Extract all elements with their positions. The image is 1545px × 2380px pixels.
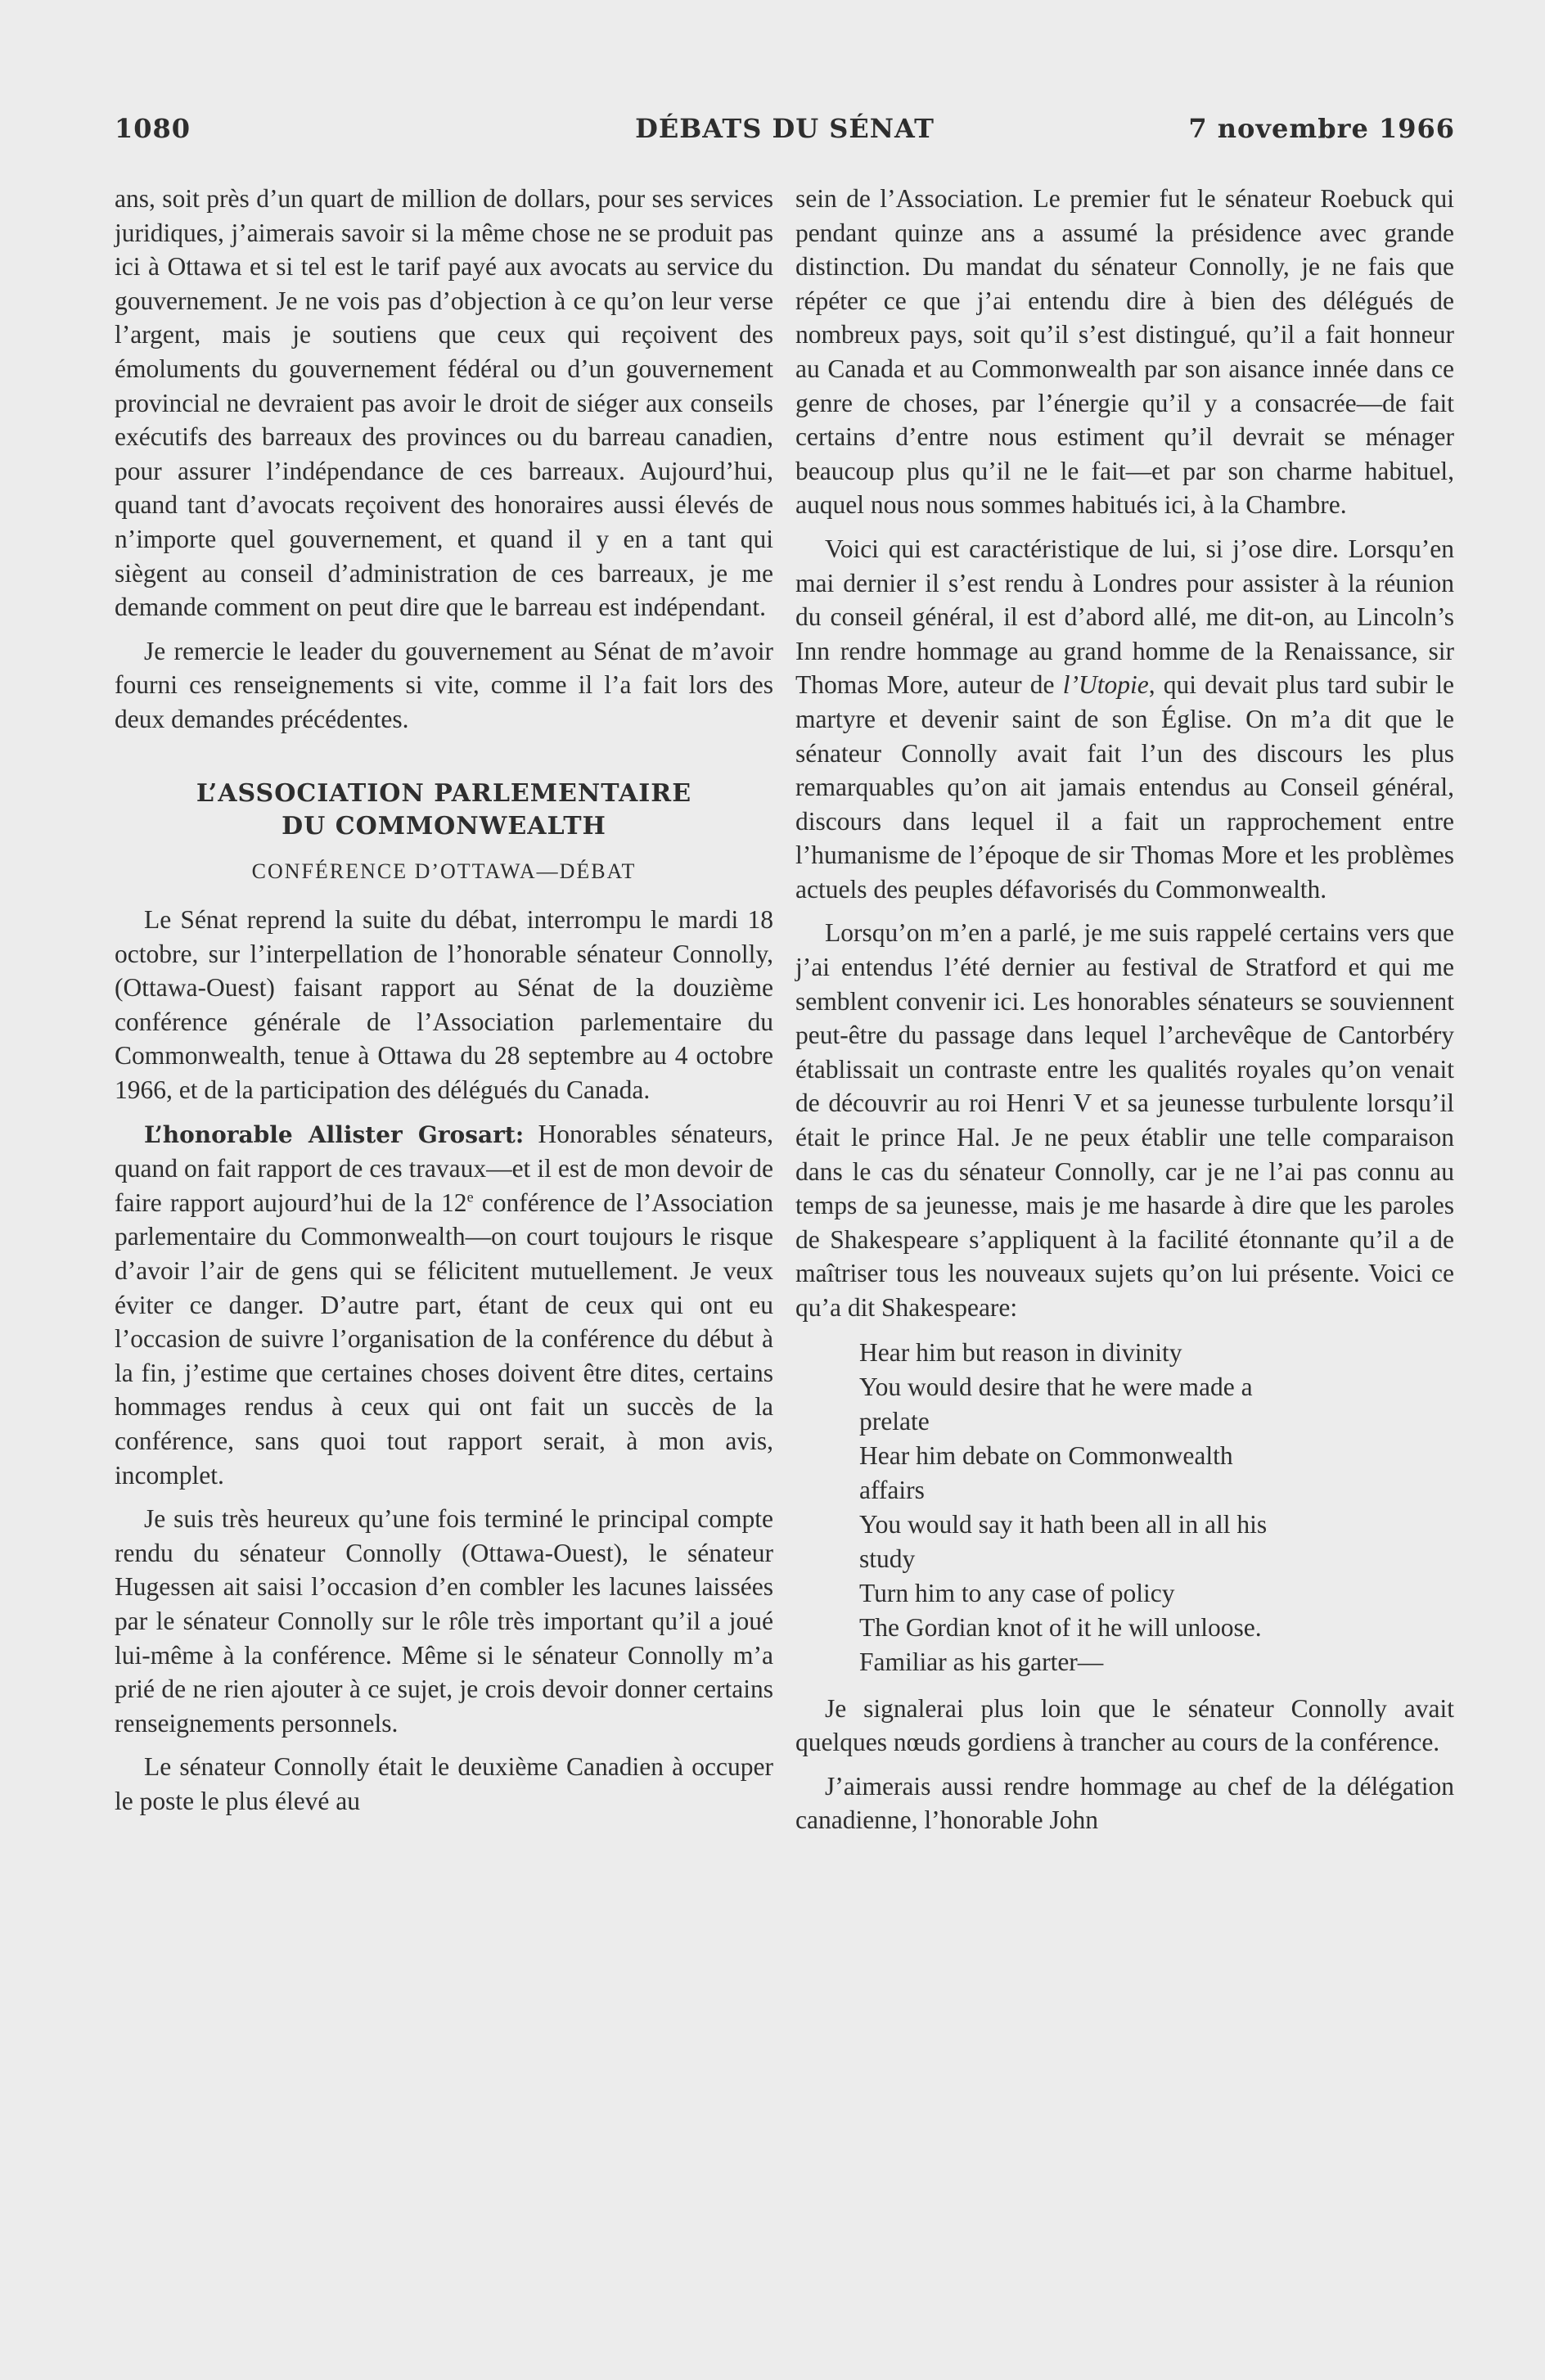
paragraph: Je suis très heureux qu’une fois terminé le principal compte rendu du sénateur Connolly (Ottawa-Ouest), le sénateur Hugessen ait saisi l’occasion d’en combler les lacunes laissées par le sénateur Connolly sur le rôle très important qu’il a joué lui-même à la conférence. Même si le sénateur Connolly m’a prié de ne rien ajouter à ce sujet, je crois devoir donner certains renseignements personnels. — [115, 1504, 773, 1738]
paragraph: Lorsqu’on m’en a parlé, je me suis rappelé certains vers que j’ai entendus l’été dernier au festival de Stratford et qui me semblent convenir ici. Les honorables sénateurs se souviennent peut-être du passage dans lequel l’archevêque de Cantorbéry établissait un contraste entre les qualités royales qu’on venait de découvrir au roi Henri V et sa jeunesse turbulente lorsqu’il était le prince Hal. Je ne peux établir une telle comparaison dans le cas du sénateur Connolly, car je ne l’ai pas connu au temps de sa jeunesse, mais je me hasarde à dire que les paroles de Shakespeare s’appliquent à la facilité étonnante qu’il a de maîtriser tous les nouveaux sujets qu’on lui présente. Voici ce qu’a dit Shakespeare: — [795, 918, 1454, 1322]
paragraph-text: , qui devait plus tard subir le martyre et devenir saint de son Église. On m’a dit que le sénateur Connolly avait fait l’un des discours les plus remarquables qu’on ait jamais entendus au Conseil général, discours dans lequel il a fait un rapprochement entre l’humanisme de l’époque de sir Thomas More et les problèmes actuels des peuples défavorisés du Commonwealth. — [795, 670, 1454, 904]
speech-paragraph — [115, 1117, 773, 1493]
paragraph: J’aimerais aussi rendre hommage au chef de la délégation canadienne, l’honorable John — [795, 1771, 1454, 1835]
verse-line: study — [859, 1544, 916, 1573]
section-heading-line: L’ASSOCIATION PARLEMENTAIRE — [196, 778, 692, 808]
paragraph: ans, soit près d’un quart de million de dollars, pour ses services juridiques, j’aimerais savoir si la même chose ne se produit pas ici à Ottawa et si tel est le tarif payé aux avocats au service du gouvernement. Je ne vois pas d’objection à ce qu’on leur verse l’argent, mais je soutiens que ceux qui reçoivent des émoluments du gouvernement fédéral ou d’un gouvernement provincial ne devraient pas avoir le droit de siéger aux conseils exécutifs des barreaux des provinces ou du barreau canadien, pour assurer l’indépendance de ces barreaux. Aujourd’hui, quand tant d’avocats reçoivent des honoraires aussi élevés de n’importe quel gouvernement, et quand il y en a tant qui siègent au conseil d’administration de ces barreaux, je me demande comment on peut dire que le barreau est indépendant. — [115, 184, 773, 622]
page-date: 7 novembre 1966 — [1188, 113, 1455, 144]
right-column — [795, 182, 1454, 1847]
ordinal-superscript: e — [466, 1188, 474, 1206]
speaker-name: L’honorable Allister Grosart: — [144, 1120, 525, 1148]
section-heading — [115, 778, 773, 843]
verse-line: Turn him to any case of policy — [859, 1578, 1175, 1607]
speech-text: Honorables sénateurs, quand on fait rapport de ces travaux—et il est de mon devoir de faire rapport aujourd’hui de la 12 — [115, 1119, 773, 1217]
book-title: l’Utopie — [1062, 670, 1149, 700]
verse-line: You would desire that he were made a — [859, 1372, 1253, 1401]
section-heading-line: DU COMMONWEALTH — [282, 811, 606, 841]
verse-line: Familiar as his garter— — [859, 1647, 1104, 1676]
verse-line: Hear him debate on Commonwealth — [859, 1440, 1233, 1470]
paragraph: Le Sénat reprend la suite du débat, interrompu le mardi 18 octobre, sur l’interpellation de l’honorable sénateur Connolly, (Ottawa-Ouest) faisant rapport au Sénat de la douzième conférence générale de l’Association parlementaire du Commonwealth, tenue à Ottawa du 28 septembre au 4 octobre 1966, et de la participation des délégués du Canada. — [115, 905, 773, 1105]
paragraph: sein de l’Association. Le premier fut le sénateur Roebuck qui pendant quinze ans a assumé la présidence avec grande distinction. Du mandat du sénateur Connolly, je ne fais que répéter ce que j’ai entendu dire à bien des délégués de nombreux pays, soit qu’il s’est distingué, qu’il a fait honneur au Canada et au Commonwealth par son aisance innée dans ce genre de choses, par l’énergie qu’il y a consacrée—de fait certains d’entre nous estiment qu’il devrait se ménager beaucoup plus qu’il ne le fait—et par son charme habituel, auquel nous nous sommes habitués ici, à la Chambre. — [795, 184, 1454, 520]
paragraph: Le sénateur Connolly était le deuxième Canadien à occuper le poste le plus élevé au — [115, 1752, 773, 1815]
verse-line: prelate — [859, 1406, 930, 1436]
quoted-verse — [859, 1336, 1454, 1679]
left-column — [115, 182, 773, 1828]
paragraph — [795, 532, 1454, 907]
speech-text: conférence de l’Association parlementaire du Commonwealth—on court toujours le risque d’avoir l’air de gens qui se félicitent mutuellement. Je veux éviter ce danger. D’autre part, étant de ceux qui ont eu l’occasion de suivre l’organisation de la conférence du début à la fin, j’estime que certaines choses doivent être dites, certains hommages rendus à ceux qui ont fait un succès de la conférence, sans quoi tout rapport serait, à mon avis, incomplet. — [115, 1188, 773, 1490]
verse-line: affairs — [859, 1475, 925, 1504]
paragraph: Je signalerai plus loin que le sénateur Connolly avait quelques nœuds gordiens à trancher au cours de la conférence. — [795, 1693, 1454, 1757]
paragraph: Je remercie le leader du gouvernement au Sénat de m’avoir fourni ces renseignements si vite, comme il l’a fait lors des deux demandes précédentes. — [115, 636, 773, 733]
section-subheading: CONFÉRENCE D’OTTAWA—DÉBAT — [251, 859, 637, 883]
verse-line: You would say it hath been all in all his — [859, 1509, 1268, 1539]
paragraph-text: Voici qui est caractéristique de lui, si j’ose dire. Lorsqu’en mai dernier il s’est rendu à Londres pour assister à la réunion du conseil général, il est d’abord allé, me dit-on, au Lincoln’s Inn rendre hommage au grand homme de la Renaissance, sir Thomas More, auteur de — [795, 534, 1454, 700]
verse-line: Hear him but reason in divinity — [859, 1337, 1182, 1367]
page-number: 1080 — [115, 113, 191, 144]
page-header — [115, 113, 1455, 154]
verse-line: The Gordian knot of it he will unloose. — [859, 1612, 1262, 1642]
publication-title: DÉBATS DU SÉNAT — [635, 113, 935, 144]
